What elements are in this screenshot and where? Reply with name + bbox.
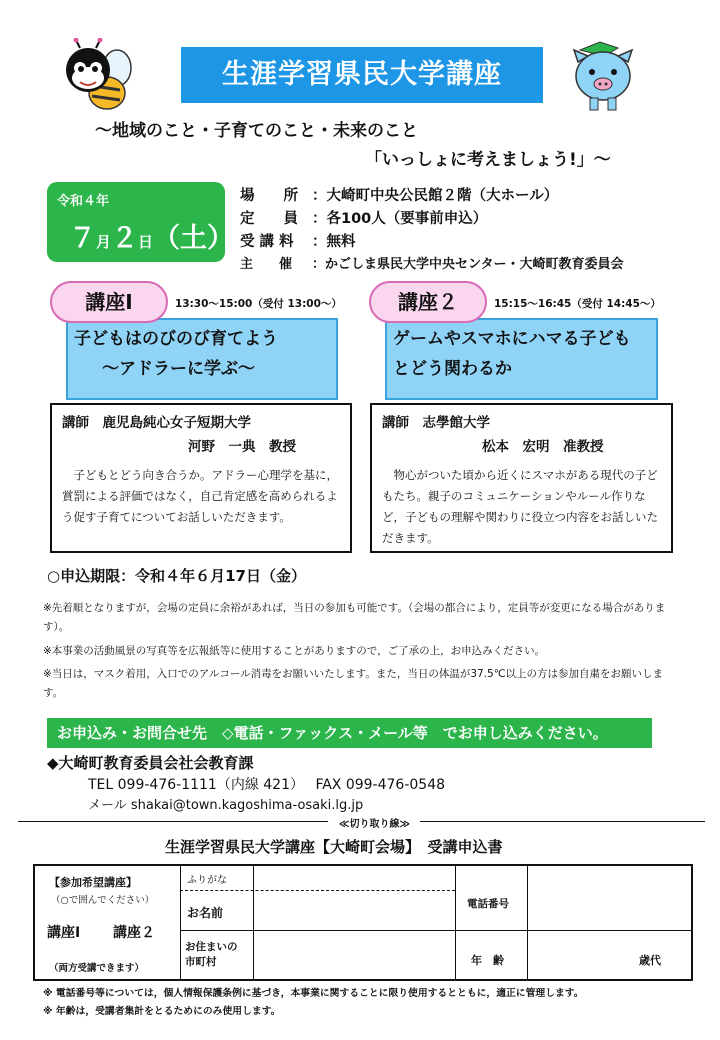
application-form xyxy=(33,864,693,981)
phone-field[interactable] xyxy=(529,868,691,928)
info-organizer xyxy=(240,253,623,272)
form-course-2-option[interactable]: 講座２ xyxy=(113,925,155,941)
lecture-1-topic xyxy=(66,318,338,400)
lecture-2-label: 講座２ xyxy=(369,281,487,323)
event-date xyxy=(69,216,234,255)
lecture-1-lecturer-affiliation: 講師 鹿児島純心女子短期大学 xyxy=(62,415,251,431)
form-course-1-option[interactable]: 講座Ⅰ xyxy=(47,925,81,941)
note-item: ※先着順となりますが，会場の定員に余裕があれば，当日の参加も可能です。（会場の都合により，定員等が変更になる場合があります）。 xyxy=(43,602,666,633)
contact-organization: ◆大崎町教育委員会社会教育課 xyxy=(47,754,254,772)
form-title: 生涯学習県民大学講座【大崎町会場】 受講申込書 xyxy=(165,838,503,856)
bee-mascot-icon xyxy=(62,38,140,114)
info-value: ：無料 xyxy=(312,234,356,250)
application-deadline: ○申込期限：令和４年６月17日（金） xyxy=(47,567,306,585)
furigana-field[interactable] xyxy=(255,868,453,888)
footnote-item: ※ 年齢は，受講者集計をとるためにのみ使用します。 xyxy=(43,1006,281,1017)
lecture-1-topic-line-1: 子どもはのびのび育てよう xyxy=(74,329,278,349)
lecture-1-label: 講座Ⅰ xyxy=(50,281,168,323)
form-age-unit: 歳代 xyxy=(639,954,661,967)
age-field[interactable] xyxy=(529,932,639,980)
form-course-both-note: （両方受講できます） xyxy=(49,963,145,974)
info-value: ：かごしま県民大学中央センター・大崎町教育委員会 xyxy=(312,257,624,272)
tagline-line-2: 「いっしょに考えましょう!」～ xyxy=(365,150,611,170)
form-course-label: 【参加希望講座】 xyxy=(49,876,137,889)
lecture-2-topic-line-1: ゲームやスマホにハマる子ども xyxy=(393,329,631,349)
lecture-2-topic-line-2: とどう関わるか xyxy=(393,359,512,379)
lecture-2-detail xyxy=(370,403,673,553)
date-month: ７ xyxy=(69,223,96,254)
lecture-2-lecturer-name: 松本 宏明 准教授 xyxy=(482,439,604,455)
date-era: 令和４年 xyxy=(57,194,110,209)
note-item: ※本事業の活動風景の写真等を広報紙等に使用することがありますので，ご了承の上，お申込みください。 xyxy=(43,645,546,657)
lecture-2-topic xyxy=(385,318,658,400)
info-venue xyxy=(240,184,558,205)
form-furigana-label: ふりがな xyxy=(187,875,227,886)
lecture-1-detail xyxy=(50,403,352,553)
info-value: ：大崎町中央公民館２階（大ホール） xyxy=(312,188,559,204)
form-age-label: 年 齢 xyxy=(471,954,504,967)
note-item: ※当日は，マスク着用，入口でのアルコール消毒をお願いいたします。また，当日の体温が37.5℃以上の方は参加自粛をお願いします。 xyxy=(43,668,663,699)
contact-banner: お申込み・お問合せ先 ◇電話・ファックス・メール等 でお申し込みください。 xyxy=(47,718,652,748)
lecture-2-lecturer-affiliation: 講師 志學館大学 xyxy=(382,415,490,431)
cut-line-left xyxy=(18,821,328,822)
lecture-1-lecturer-name: 河野 一典 教授 xyxy=(188,439,296,455)
pig-mascot-icon xyxy=(570,40,636,112)
form-course-hint: （○で囲んでください） xyxy=(51,895,155,906)
name-field[interactable] xyxy=(255,892,453,928)
form-address-label: お住まいの市町村 xyxy=(185,941,238,968)
form-phone-label: 電話番号 xyxy=(467,898,509,910)
address-field[interactable] xyxy=(255,932,453,980)
date-weekday: （土） xyxy=(153,223,235,254)
event-date-box xyxy=(47,182,235,262)
date-day-unit: 日 xyxy=(138,233,154,251)
lecture-2-time: 15:15～16:45（受付 14:45～） xyxy=(494,298,661,310)
cut-line-right xyxy=(420,821,705,822)
info-label: 受 講 料 xyxy=(240,234,294,250)
footnote-item: ※ 電話番号等については，個人情報保護条例に基づき，本事業に関することに限り使用するとともに，適正に管理します。 xyxy=(43,988,584,999)
info-value: ：各100人（要事前申込） xyxy=(312,211,488,227)
info-label: 定 員 xyxy=(240,211,298,227)
info-label: 場 所 xyxy=(240,188,298,204)
date-day: ２ xyxy=(111,223,139,254)
info-label: 主 催 xyxy=(240,257,293,272)
contact-email[interactable]: メール shakai@town.kagoshima-osaki.lg.jp xyxy=(88,798,364,813)
lecture-1-description: 子どもとどう向き合うか。アドラー心理学を基に，賞罰による評価ではなく，自己肯定感を高められるよう促す子育てについてお話しいただきます。 xyxy=(62,468,338,524)
cut-line-label: ≪切り取り線≫ xyxy=(335,815,414,830)
info-capacity xyxy=(240,207,487,228)
form-name-label: お名前 xyxy=(187,906,224,920)
tagline-line-1: ～地域のこと・子育てのこと・未来のこと xyxy=(95,121,418,141)
page-title: 生涯学習県民大学講座 xyxy=(181,47,543,103)
lecture-2-description: 物心がついた頃から近くにスマホがある現代の子どもたち。親子のコミュニケーションやルール作りなど，子どもの理解や関わりに役立つ内容をお話しいただきます。 xyxy=(382,468,658,545)
lecture-1-topic-line-2: ～アドラーに学ぶ～ xyxy=(102,359,255,379)
contact-tel-fax: TEL 099-476-1111（内線 421） FAX 099-476-0548 xyxy=(88,777,446,793)
date-month-unit: 月 xyxy=(96,233,112,251)
info-fee xyxy=(240,230,356,251)
lecture-1-time: 13:30～15:00（受付 13:00～） xyxy=(175,298,342,310)
